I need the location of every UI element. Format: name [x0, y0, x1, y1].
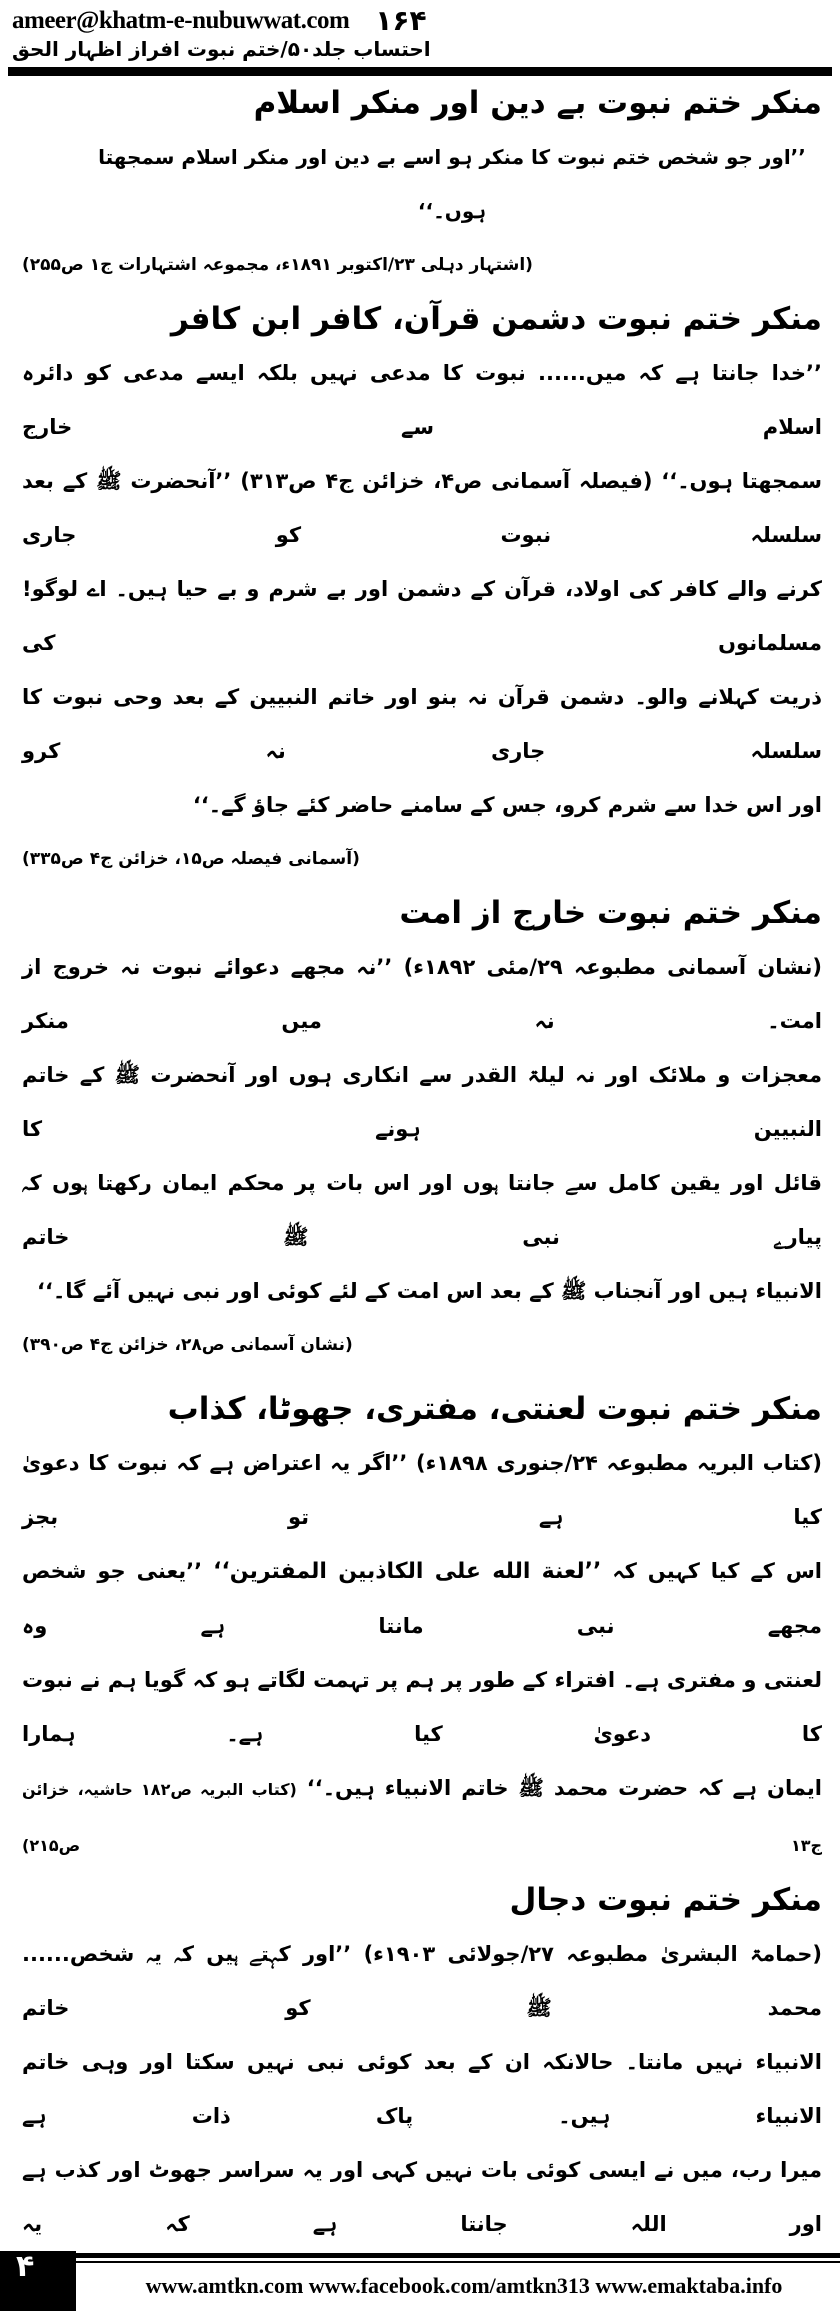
page-header	[0, 0, 840, 61]
header-email: ameer@khatm-e-nubuwwat.com	[12, 6, 350, 34]
footer-page-number: ۴	[16, 2249, 35, 2284]
body-text: اس کے کیا کہیں کہ	[612, 1559, 822, 1583]
header-rule	[8, 67, 832, 76]
section-heading: منکر ختم نبوت بے دین اور منکر اسلام	[253, 85, 822, 121]
page-content	[0, 76, 840, 2251]
body-line: اور اس خدا سے شرم کرو، جس کے سامنے حاضر کئے جاؤ گے۔‘‘	[192, 793, 822, 817]
spacer	[22, 1372, 822, 1382]
section-heading: منکر ختم نبوت لعنتی، مفتری، جھوٹا، کذاب	[167, 1391, 822, 1427]
footer-rule	[76, 2261, 840, 2263]
reference-text: (اشتہار دہلی ۲۳/اکتوبر ۱۸۹۱ء، مجموعہ اشتہارات ج۱ ص۲۵۵)	[22, 255, 533, 275]
body-text: ’’یعنی جو شخص مجھے نبی مانتا ہے وہ	[22, 1559, 822, 1638]
reference	[22, 238, 822, 292]
arabic-phrase: ’’لعنة الله على الكاذبين المفترين‘‘	[213, 1559, 602, 1584]
body-line: (حمامۃ البشریٰ مطبوعہ ۲۷/جولائی ۱۹۰۳ء) ’’اور کہتے ہیں کہ یہ شخص...... محمد ﷺ کو خاتم	[22, 1942, 822, 2020]
section-heading: منکر ختم نبوت دجال	[509, 1882, 822, 1918]
body-line	[22, 1544, 822, 1653]
section-heading: منکر ختم نبوت خارج از امت	[399, 895, 822, 931]
header-left-group	[12, 4, 427, 37]
reference-text: (کتاب البریہ ص۱۸۲ حاشیہ، خزائن ج۱۳ ص۲۱۵)	[22, 1780, 822, 1855]
body-line: (نشان آسمانی مطبوعہ ۲۹/مئی ۱۸۹۲ء) ’’نہ مجھے دعوائے نبوت نہ خروج از امت۔ نہ میں منکر	[22, 955, 822, 1033]
reference-text: (آسمانی فیصلہ ص۱۵، خزائن ج۴ ص۳۳۵)	[22, 849, 360, 869]
header-book-title: احتساب جلد۵۰/ختم نبوت افراز اظہار الحق	[12, 37, 431, 61]
body-line: الانبیاء ہیں اور آنجناب ﷺ کے بعد اس امت کے لئے کوئی اور نبی نہیں آئے گا۔‘‘	[37, 1279, 822, 1303]
body-line: کرنے والے کافر کی اولاد، قرآن کے دشمن اور بے شرم و بے حیا ہیں۔ اے لوگو! مسلمانوں کی	[22, 577, 822, 655]
body-line	[22, 1761, 822, 1873]
footer-rule	[76, 2253, 840, 2258]
page-footer	[0, 2251, 840, 2311]
body-line: قائل اور یقین کامل سے جانتا ہوں اور اس بات پر محکم ایمان رکھتا ہوں کہ پیارے نبی ﷺ خاتم	[22, 1171, 822, 1249]
body-line: سمجھتا ہوں۔‘‘ (فیصلہ آسمانی ص۴، خزائن ج۴ ص۳۱۳) ’’آنحضرت ﷺ کے بعد سلسلہ نبوت کو جاری	[22, 469, 822, 547]
section-heading: منکر ختم نبوت دشمن قرآن، کافر ابن کافر	[170, 301, 822, 337]
body-line: لعنتی و مفتری ہے۔ افتراء کے طور پر ہم پر تہمت لگاتے ہو کہ گویا ہم نے نبوت کا دعویٰ کیا ہے۔ ہمارا	[22, 1668, 822, 1746]
body-line: میرا رب، میں نے ایسی کوئی بات نہیں کہی اور یہ سراسر جھوٹ اور کذب ہے اور اللہ جانتا ہے کہ یہ	[22, 2158, 822, 2236]
reference-text: (نشان آسمانی ص۲۸، خزائن ج۴ ص۳۹۰)	[22, 1335, 353, 1355]
body-line: (کتاب البریہ مطبوعہ ۲۴/جنوری ۱۸۹۸ء) ’’اگر یہ اعتراض ہے کہ نبوت کا دعویٰ کیا ہے تو بجز	[22, 1451, 822, 1529]
reference	[22, 1318, 822, 1372]
reference	[22, 832, 822, 886]
footer-urls: www.amtkn.com www.facebook.com/amtkn313 www.emaktaba.info	[145, 2273, 783, 2298]
body-text: ایمان ہے کہ حضرت محمد ﷺ خاتم الانبیاء ہیں۔‘‘	[306, 1776, 823, 1800]
body-line: معجزات و ملائک اور نہ لیلۃ القدر سے انکاری ہوں اور آنحضرت ﷺ کے خاتم النبیین ہونے کا	[22, 1063, 822, 1141]
header-page-number: ۱۶۴	[375, 4, 427, 37]
quote: ’’اور جو شخص ختم نبوت کا منکر ہو اسے بے دین اور منکر اسلام سمجھتا ہوں۔‘‘	[98, 145, 806, 223]
body-line: ’’خدا جانتا ہے کہ میں...... نبوت کا مدعی نہیں بلکہ ایسے مدعی کو دائرہ اسلام سے خارج	[22, 361, 822, 439]
body-line: ذریت کہلانے والو۔ دشمن قرآن نہ بنو اور خاتم النبیین کے بعد وحی نبوت کا سلسلہ جاری نہ کرو	[22, 685, 822, 763]
body-line: الانبیاء نہیں مانتا۔ حالانکہ ان کے بعد کوئی نبی نہیں سکتا اور وہی خاتم الانبیاء ہیں۔ پاک ذات ہے	[22, 2050, 822, 2128]
footer-number-box	[0, 2251, 76, 2311]
